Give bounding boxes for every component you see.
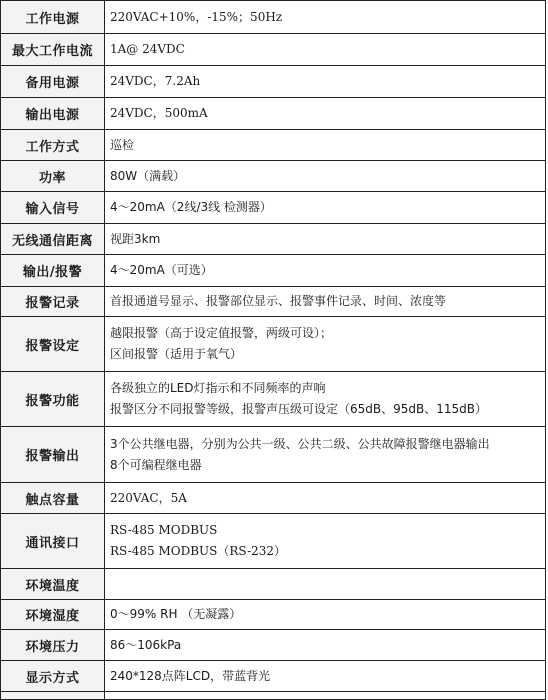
value-line: RS-485 MODBUS（RS-232） [110,544,287,558]
value-line: 220VAC+10%，-15%；50Hz [110,9,283,24]
row-label: 报警设定 [1,317,105,372]
value-line: 1A@ 24VDC [110,42,185,56]
row-value [105,483,546,514]
row-value [105,569,546,600]
row-label: 环境压力 [1,630,105,661]
row-value [105,130,546,161]
value-line: 8个可编程继电器 [110,457,202,472]
table-row [1,255,546,287]
table-row [1,630,546,661]
table-row [1,130,546,161]
table-row [1,161,546,192]
row-value [105,630,546,661]
value-line: 24VDC，7.2Ah [110,74,201,88]
value-line: 4～20mA（可选） [110,263,213,277]
row-value [105,66,546,98]
value-line: 80W（满载） [110,168,186,183]
row-value [105,98,546,130]
table-row [1,317,546,372]
table-row [1,98,546,130]
value-line: 220VAC，5A [110,490,187,505]
row-label: 无线通信距离 [1,224,105,255]
value-line: 越限报警（高于设定值报警，两级可设）； [110,326,333,340]
value-line: 3个公共继电器，分别为公共一级、公共二级、公共故障报警继电器输出 [110,436,490,451]
table-row [1,287,546,317]
row-label: 环境湿度 [1,600,105,630]
row-value [105,255,546,287]
row-value [105,661,546,692]
table-row [1,192,546,224]
value-line: 86～106kPa [110,637,182,652]
value-line: 各级独立的LED灯指示和不同频率的声响 [110,381,326,395]
value-line: 240*128点阵LCD，带蓝背光 [110,668,271,683]
row-value [105,1,546,34]
table-row [1,372,546,427]
row-label: 输出电源 [1,98,105,130]
row-label: 环境温度 [1,569,105,600]
table-row [1,224,546,255]
row-label: 报警记录 [1,287,105,317]
row-label: 显示方式 [1,661,105,692]
row-label: 触点容量 [1,483,105,514]
value-line: 视距3km [110,231,161,246]
row-value [105,427,546,483]
table-row [1,569,546,600]
value-line: 区间报警（适用于氧气） [110,347,243,361]
row-label: 输出/报警 [1,255,105,287]
table-row [1,661,546,692]
value-line: 0～99% RH （无凝露） [110,607,242,621]
row-label: 工作方式 [1,130,105,161]
value-line: 巡检 [110,137,135,152]
table-row [1,1,546,34]
row-value [105,600,546,630]
row-value [105,372,546,427]
value-line: 24VDC，500mA [110,106,208,120]
value-line: 报警区分不同报警等级，报警声压级可设定（65dB、95dB、115dB） [110,402,487,416]
table-row [1,514,546,569]
row-value [105,317,546,372]
table-row [1,483,546,514]
value-line: 4～20mA（2线/3线 检测器） [110,200,272,214]
table-row [1,34,546,66]
value-line: 首报通道号显示、报警部位显示、报警事件记录、时间、浓度等 [110,294,447,308]
table-row [1,66,546,98]
row-value [105,161,546,192]
row-value [105,514,546,569]
row-label: 工作电源 [1,1,105,34]
row-value [105,34,546,66]
row-value [105,192,546,224]
table-row [1,600,546,630]
row-label: 通讯接口 [1,514,105,569]
row-label: 报警输出 [1,427,105,483]
row-label: 功率 [1,161,105,192]
row-label: 最大工作电流 [1,34,105,66]
row-label: 报警功能 [1,372,105,427]
table-row [1,427,546,483]
value-line: RS-485 MODBUS [110,523,218,537]
row-value [105,224,546,255]
row-value [105,287,546,317]
row-label: 备用电源 [1,66,105,98]
row-label: 输入信号 [1,192,105,224]
